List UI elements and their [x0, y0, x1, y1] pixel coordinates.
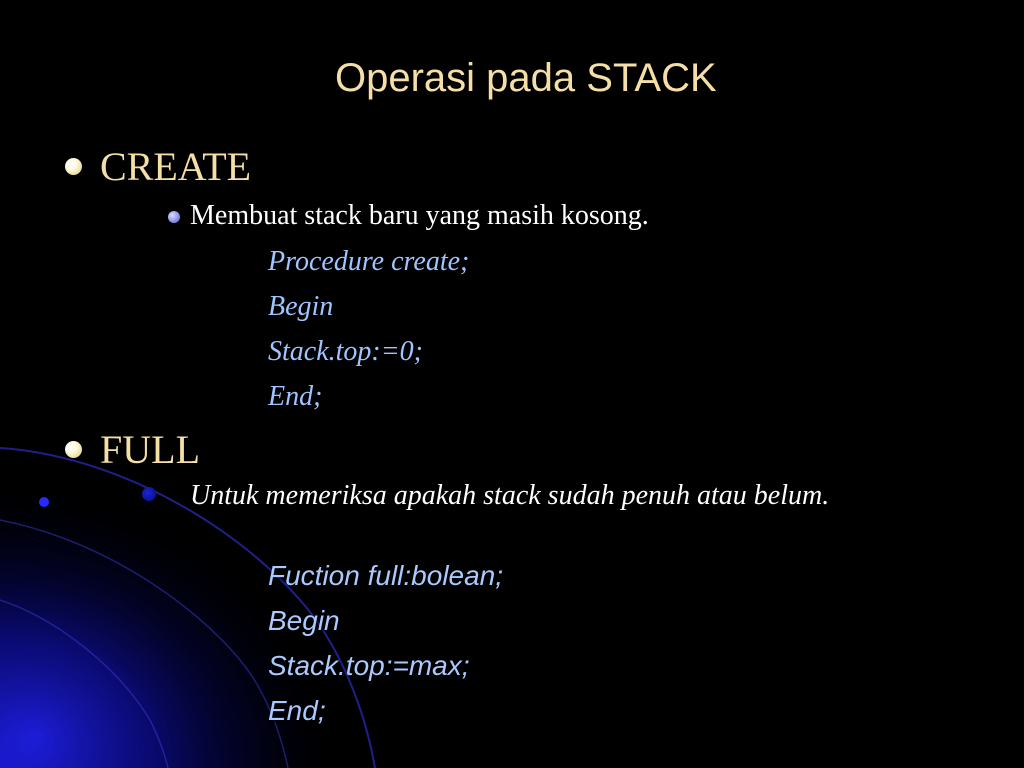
bullet-icon: [65, 441, 82, 458]
create-code-line: Begin: [268, 291, 334, 322]
create-code-line: Procedure create;: [268, 246, 470, 277]
sub-bullet-icon: [168, 211, 180, 223]
sub-bullet-icon: [142, 487, 156, 501]
section-heading-full: FULL: [100, 427, 200, 472]
create-description: Membuat stack baru yang masih kosong.: [190, 200, 649, 231]
create-code-line: End;: [268, 381, 323, 412]
full-code-line: Fuction full:bolean;: [268, 560, 504, 591]
slide-title: Operasi pada STACK: [335, 56, 717, 100]
full-code-line: Stack.top:=max;: [268, 650, 470, 681]
full-code-line: End;: [268, 695, 326, 726]
full-code-line: Begin: [268, 605, 340, 636]
create-code-line: Stack.top:=0;: [268, 336, 423, 367]
full-description: Untuk memeriksa apakah stack sudah penuh atau belum.: [190, 480, 830, 511]
bullet-icon: [65, 158, 82, 175]
decor-dot: [39, 497, 49, 507]
section-heading-create: CREATE: [100, 144, 252, 189]
